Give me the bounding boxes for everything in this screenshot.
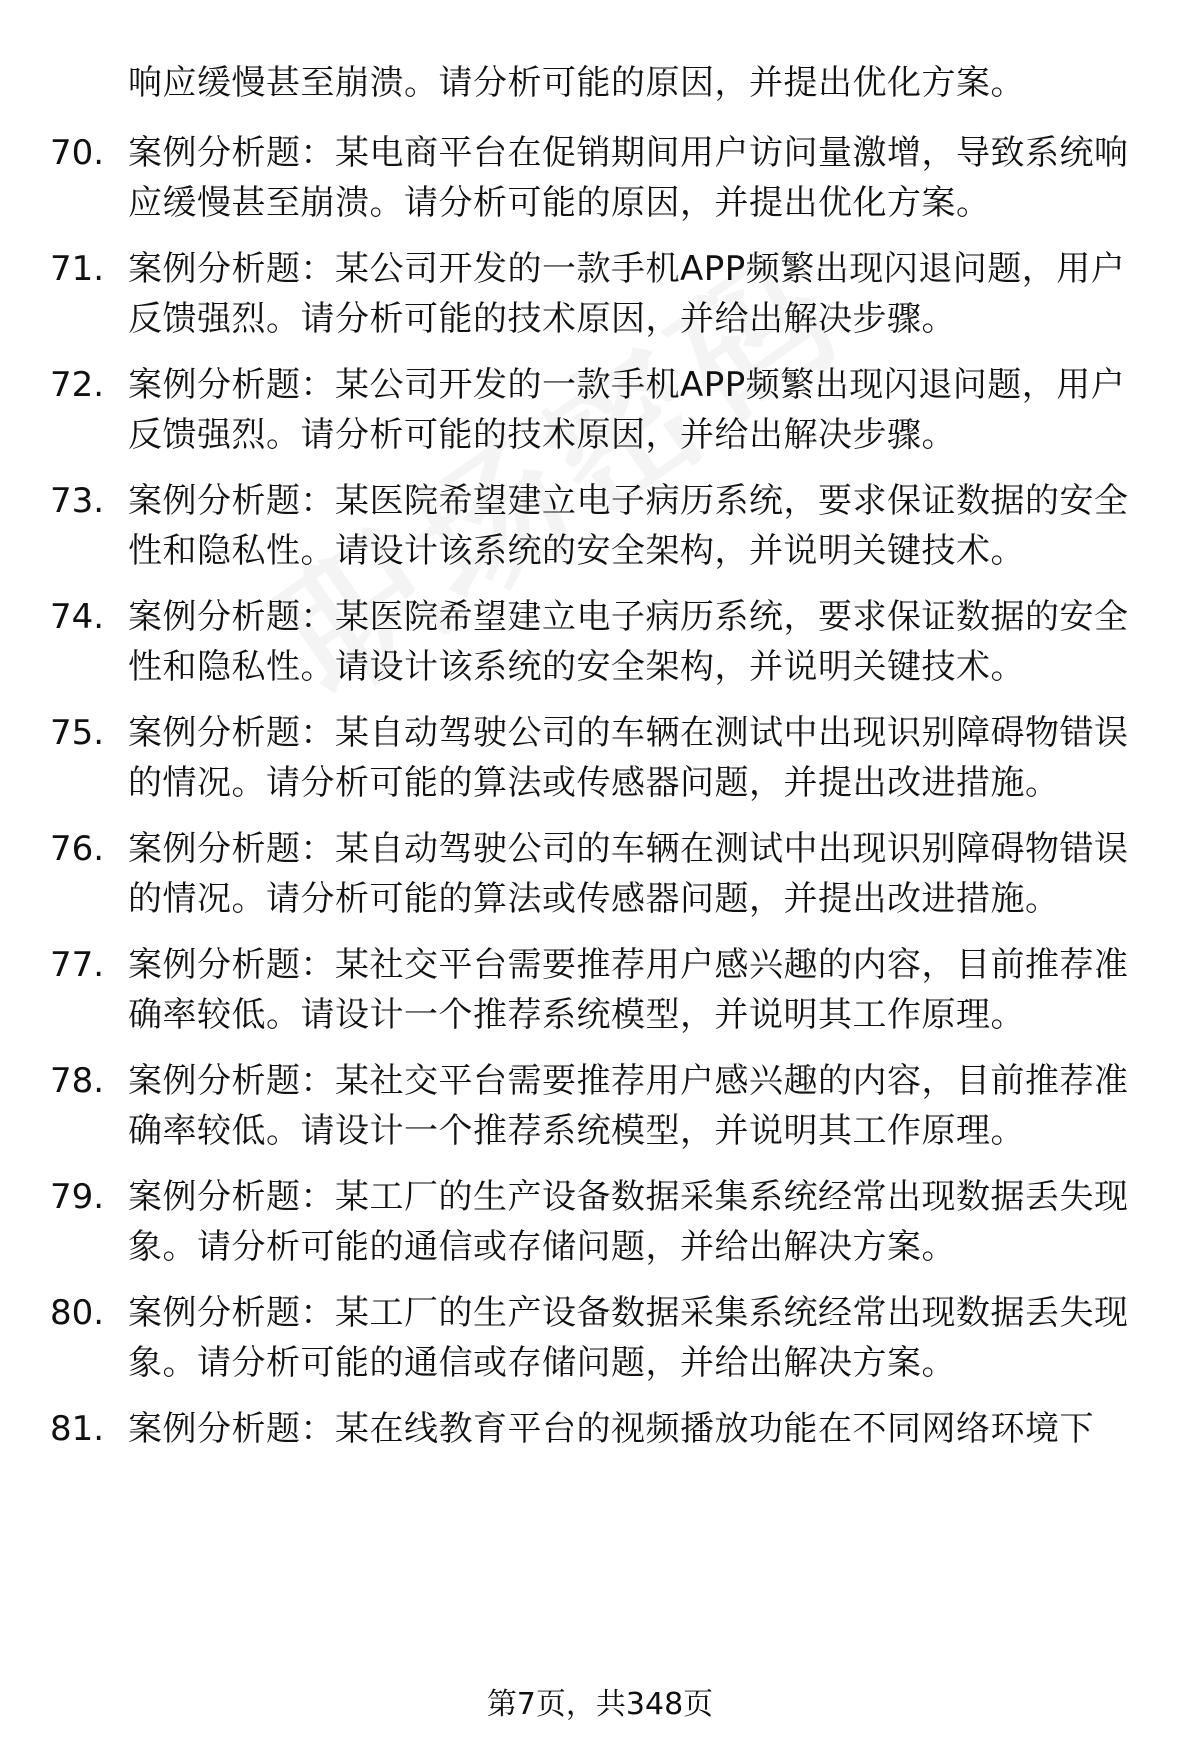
item-number: 77.	[50, 945, 105, 985]
item-text: 案例分析题：某自动驾驶公司的车辆在测试中出现识别障碍物错误的情况。请分析可能的算法或传感器问题，并提出改进措施。	[128, 829, 1129, 919]
item-text: 案例分析题：某工厂的生产设备数据采集系统经常出现数据丢失现象。请分析可能的通信或存储问题，并给出解决方案。	[128, 1293, 1129, 1383]
item-number: 71.	[50, 249, 105, 289]
item-text: 案例分析题：某自动驾驶公司的车辆在测试中出现识别障碍物错误的情况。请分析可能的算法或传感器问题，并提出改进措施。	[128, 713, 1129, 803]
item-number: 70.	[50, 133, 105, 173]
page-footer: 第7页，共348页	[486, 1687, 714, 1722]
item-number: 73.	[50, 481, 105, 521]
item-text: 案例分析题：某在线教育平台的视频播放功能在不同网络环境下	[128, 1409, 1094, 1449]
item-text: 案例分析题：某公司开发的一款手机APP频繁出现闪退问题，用户反馈强烈。请分析可能的技术原因，并给出解决步骤。	[128, 249, 1126, 339]
item-number: 76.	[50, 829, 105, 869]
item-number: 75.	[50, 713, 105, 753]
continuation-text: 响应缓慢甚至崩溃。请分析可能的原因，并提出优化方案。	[128, 63, 1025, 103]
item-number: 80.	[50, 1293, 105, 1333]
item-number: 74.	[50, 597, 105, 637]
item-number: 78.	[50, 1061, 105, 1101]
item-number: 79.	[50, 1177, 105, 1217]
item-text: 案例分析题：某医院希望建立电子病历系统，要求保证数据的安全性和隐私性。请设计该系统的安全架构，并说明关键技术。	[128, 597, 1129, 687]
item-text: 案例分析题：某社交平台需要推荐用户感兴趣的内容，目前推荐准确率较低。请设计一个推荐系统模型，并说明其工作原理。	[128, 1061, 1129, 1151]
item-text: 案例分析题：某公司开发的一款手机APP频繁出现闪退问题，用户反馈强烈。请分析可能的技术原因，并给出解决步骤。	[128, 365, 1126, 455]
item-text: 案例分析题：某医院希望建立电子病历系统，要求保证数据的安全性和隐私性。请设计该系统的安全架构，并说明关键技术。	[128, 481, 1129, 571]
item-number: 72.	[50, 365, 105, 405]
item-text: 案例分析题：某电商平台在促销期间用户访问量激增，导致系统响应缓慢甚至崩溃。请分析可能的原因，并提出优化方案。	[128, 133, 1129, 223]
item-number: 81.	[50, 1409, 105, 1449]
item-text: 案例分析题：某社交平台需要推荐用户感兴趣的内容，目前推荐准确率较低。请设计一个推荐系统模型，并说明其工作原理。	[128, 945, 1129, 1035]
item-text: 案例分析题：某工厂的生产设备数据采集系统经常出现数据丢失现象。请分析可能的通信或存储问题，并给出解决方案。	[128, 1177, 1129, 1267]
